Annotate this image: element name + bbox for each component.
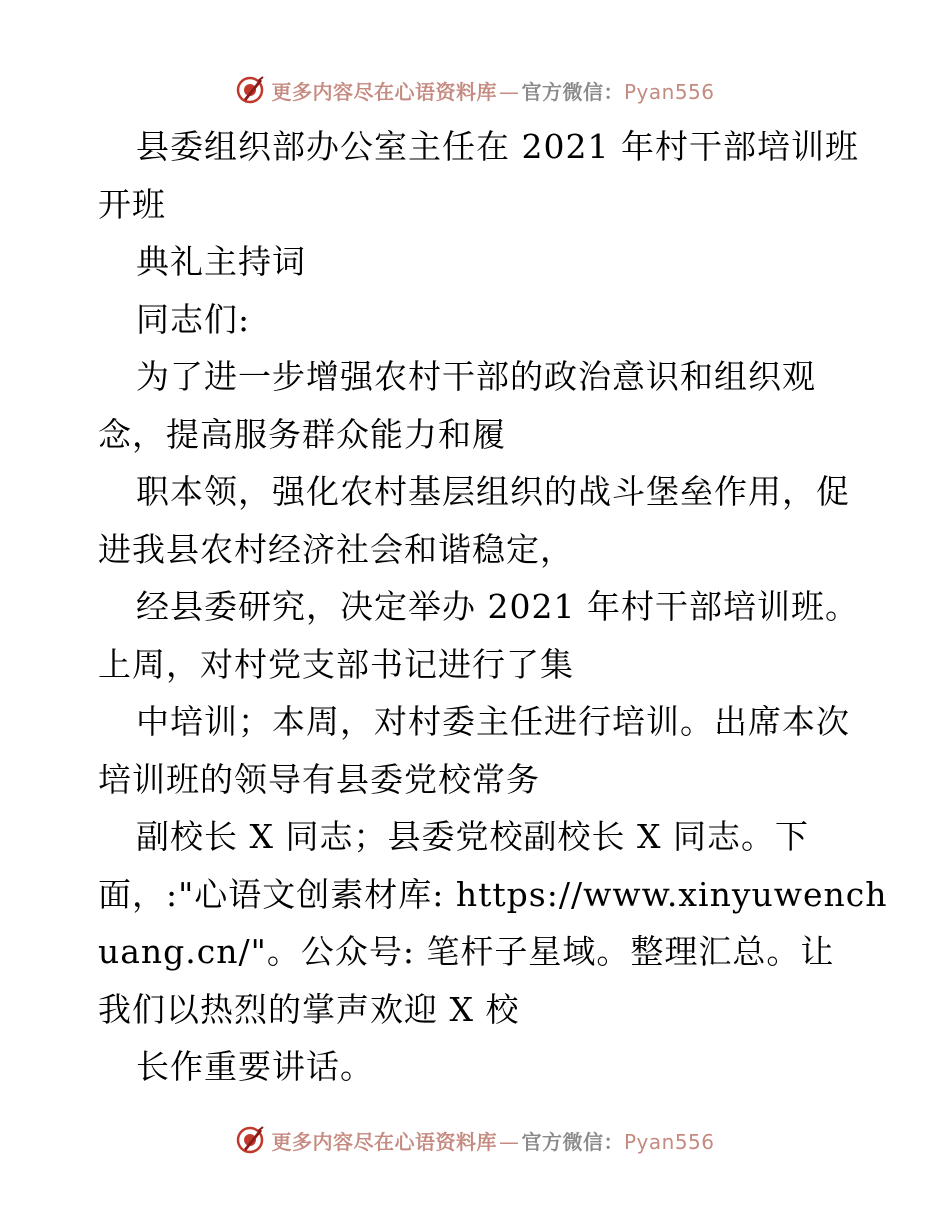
paragraph-line: 面，:"心语文创素材库: https://www.xinyuwench [98, 874, 888, 914]
paragraph-line: 长作重要讲话。 [136, 1047, 374, 1086]
banner-main-text: 更多内容尽在心语资料库 [271, 79, 497, 104]
paragraph-line: 副校长 X 同志；县委党校副校长 X 同志。下 [136, 817, 809, 856]
paragraph-line: 上周，对村党支部书记进行了集 [98, 644, 574, 684]
paragraph-line: 经县委研究，决定举办 2021 年村干部培训班。 [136, 587, 859, 626]
title-line-3: 典礼主持词 [136, 242, 306, 281]
paragraph-line: 我们以热烈的掌声欢迎 X 校 [98, 989, 520, 1029]
title-line-2: 开班 [98, 184, 166, 224]
document-body [98, 118, 888, 1096]
footer-banner [0, 1120, 950, 1160]
banner-official-label: 官方微信： [521, 79, 624, 104]
paragraph-line: 念，提高服务群众能力和履 [98, 414, 506, 454]
paragraph-line: 培训班的领导有县委党校常务 [98, 759, 540, 799]
banner-dash: — [498, 1129, 520, 1154]
paragraph-line: 进我县农村经济社会和谐稳定， [98, 529, 574, 569]
paragraph-line: uang.cn/"。公众号: 笔杆子星域。整理汇总。让 [98, 932, 835, 971]
salutation: 同志们: [136, 299, 251, 339]
banner-wechat-id: Pyan556 [623, 1129, 715, 1154]
quill-pen-logo-icon [235, 75, 265, 105]
title-line-1: 县委组织部办公室主任在 2021 年村干部培训班 [136, 127, 859, 166]
header-banner [0, 70, 950, 110]
banner-wechat-id: Pyan556 [623, 79, 715, 104]
quill-pen-logo-icon [235, 1125, 265, 1155]
banner-official-label: 官方微信： [521, 1129, 624, 1154]
paragraph-line: 中培训；本周，对村委主任进行培训。出席本次 [136, 702, 850, 741]
paragraph-line: 职本领，强化农村基层组织的战斗堡垒作用，促 [136, 472, 850, 511]
banner-main-text: 更多内容尽在心语资料库 [271, 1129, 497, 1154]
banner-dash: — [498, 79, 520, 104]
paragraph-line: 为了进一步增强农村干部的政治意识和组织观 [136, 357, 816, 396]
